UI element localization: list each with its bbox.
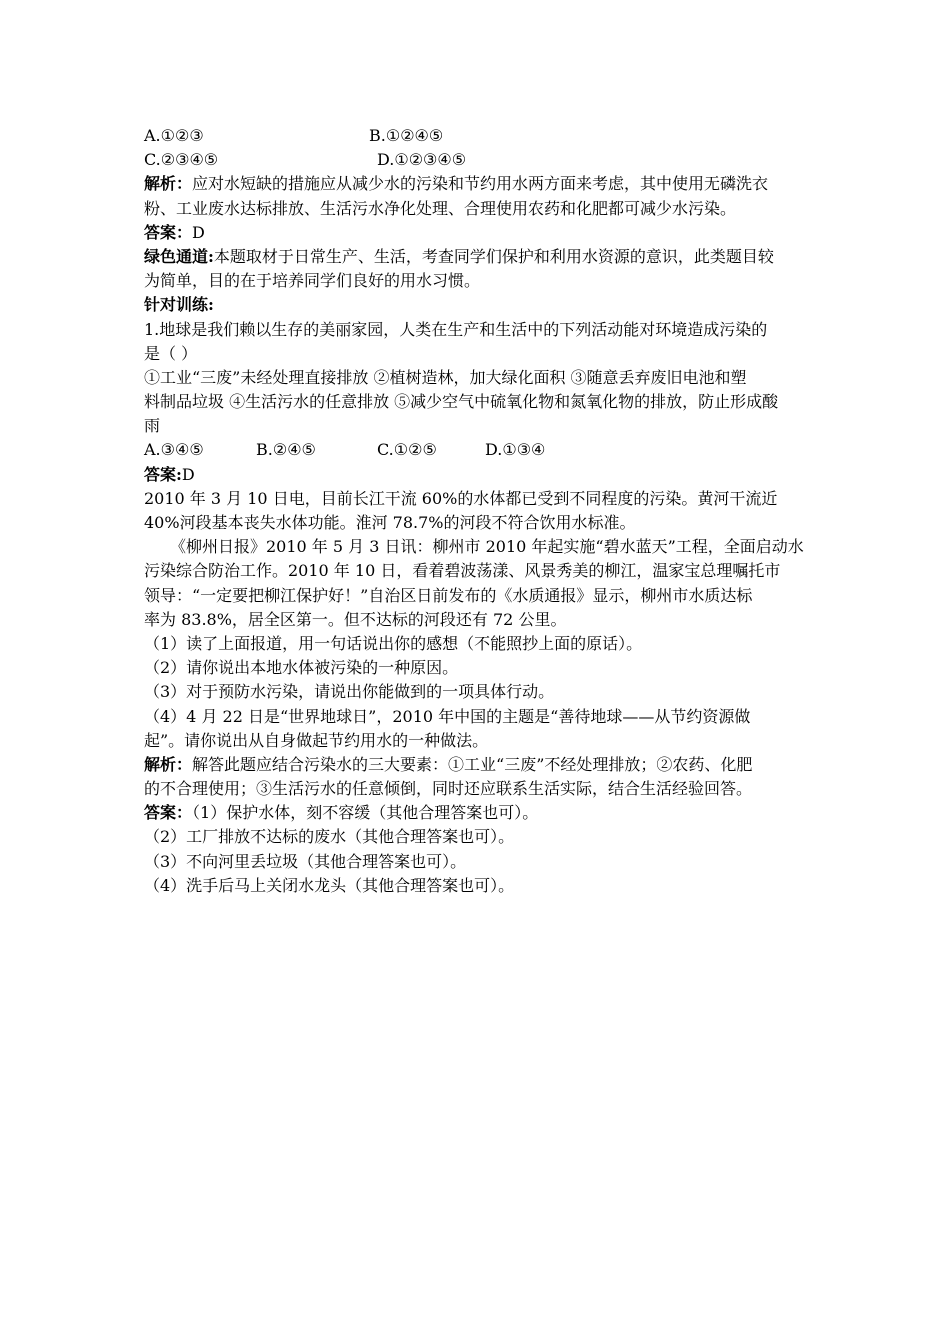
analysis-text: 应对水短缺的措施应从减少水的污染和节约用水两方面来考虑，其中使用无磷洗衣	[192, 174, 769, 194]
answer-item: （3）不向河里丢垃圾（其他合理答案也可）。	[144, 851, 467, 871]
green-channel-label: 绿色通道:	[144, 246, 214, 266]
analysis-line	[144, 172, 808, 196]
answer-value: D	[181, 464, 195, 484]
analysis-text: 的不合理使用；③生活污水的任意倾倒，同时还应联系生活实际，结合生活经验回答。	[144, 779, 753, 799]
answer-label: 答案:	[144, 464, 182, 484]
answer-line	[144, 463, 808, 487]
option-b: B.①②④⑤	[369, 126, 444, 145]
passage-text: 污染综合防治工作。2010 年 10 日，看着碧波荡漾、风景秀美的柳江，温家宝总理嘱托市	[144, 561, 781, 581]
training-heading: 针对训练:	[144, 295, 214, 315]
option-d: D.①③④	[485, 440, 546, 460]
sub-question: （3）对于预防水污染，请说出你能做到的一项具体行动。	[144, 682, 555, 702]
answer-value: D	[192, 222, 205, 242]
question-text: 1.地球是我们赖以生存的美丽家园，人类在生产和生活中的下列活动能对环境造成污染的	[144, 319, 768, 339]
passage-text: 率为 83.8%，居全区第一。但不达标的河段还有 72 公里。	[144, 609, 567, 629]
analysis-label: 解析：	[144, 174, 193, 194]
analysis-label: 解析：	[144, 754, 193, 774]
sub-question: （2）请你说出本地水体被污染的一种原因。	[144, 658, 459, 678]
passage-text: 2010 年 3 月 10 日电，目前长江干流 60%的水体都已受到不同程度的污染。黄河干流近	[144, 488, 778, 508]
question-text: 雨	[144, 416, 161, 436]
option-a: A.③④⑤	[144, 440, 204, 460]
option-a: A.①②③	[144, 126, 204, 145]
question-text: 是（ ）	[144, 343, 198, 363]
sub-question: （4）4 月 22 日是“世界地球日”，2010 年中国的主题是“善待地球——从节约资源做	[144, 706, 751, 726]
document-body	[144, 124, 808, 898]
answer-label: 答案：	[144, 803, 193, 823]
options-row	[144, 438, 808, 462]
answer-item: （4）洗手后马上关闭水龙头（其他合理答案也可）。	[144, 875, 515, 895]
answer-line	[144, 801, 808, 825]
green-channel-text: 为简单，目的在于培养同学们良好的用水习惯。	[144, 271, 481, 291]
options-row-ab	[144, 124, 808, 148]
option-b: B.②④⑤	[256, 440, 316, 460]
option-c: C.①②⑤	[377, 440, 437, 460]
green-channel-line	[144, 245, 808, 269]
sub-question: 起”。请你说出从自身做起节约用水的一种做法。	[144, 730, 489, 750]
question-text: ①工业“三废”未经处理直接排放 ②植树造林，加大绿化面积 ③随意丢弃废旧电池和塑	[144, 367, 747, 387]
question-text: 料制品垃圾 ④生活污水的任意排放 ⑤减少空气中硫氧化物和氮氧化物的排放，防止形成酸	[144, 392, 779, 412]
passage-text: 领导：“一定要把柳江保护好！”自治区日前发布的《水质通报》显示，柳州市水质达标	[144, 585, 753, 605]
analysis-text: 解答此题应结合污染水的三大要素：①工业“三废”不经处理排放；②农药、化肥	[192, 754, 753, 774]
answer-line	[144, 221, 808, 245]
sub-question: （1）读了上面报道，用一句话说出你的感想（不能照抄上面的原话）。	[144, 633, 643, 653]
analysis-text: 粉、工业废水达标排放、生活污水净化处理、合理使用农药和化肥都可减少水污染。	[144, 198, 737, 218]
passage-text: 《柳州日报》2010 年 5 月 3 日讯：柳州市 2010 年起实施“碧水蓝天”工程，全面启动水	[170, 537, 804, 557]
passage-text: 40%河段基本丧失水体功能。淮河 78.7%的河段不符合饮用水标准。	[144, 513, 636, 532]
option-d: D.①②③④⑤	[377, 150, 467, 170]
analysis-line	[144, 753, 808, 777]
answer-item: （1）保护水体，刻不容缓（其他合理答案也可）。	[192, 803, 539, 823]
answer-item: （2）工厂排放不达标的废水（其他合理答案也可）。	[144, 827, 515, 847]
option-c: C.②③④⑤	[144, 150, 219, 170]
options-row-cd	[144, 148, 808, 172]
green-channel-text: 本题取材于日常生产、生活，考查同学们保护和利用水资源的意识，此类题目较	[213, 246, 774, 266]
answer-label: 答案：	[144, 222, 193, 242]
